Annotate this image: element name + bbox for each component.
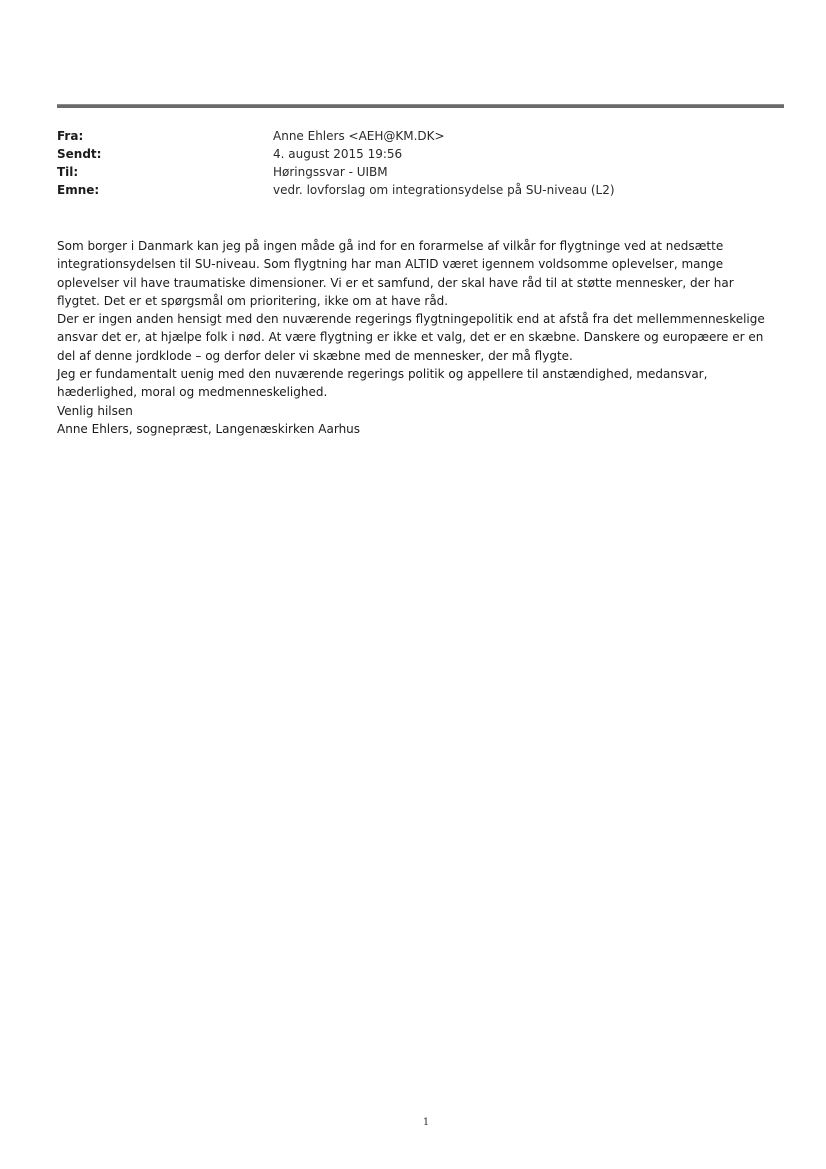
email-body bbox=[57, 237, 787, 438]
subject-label: Emne: bbox=[57, 183, 100, 197]
to-row bbox=[57, 163, 787, 181]
page-number: 1 bbox=[422, 1117, 430, 1128]
body-paragraph-1: Som borger i Danmark kan jeg på ingen måde gå ind for en forarmelse af vilkår for flygtninge ved at nedsætte integrationsydelsen til SU-niveau. Som flygtning har man ALTID været igennem voldsomme oplevelser, mange oplevelser vil have traumatiske dimensioner. Vi er et samfund, der skal have råd til at støtte mennesker, der har flygtet. Det er et spørgsmål om prioritering, ikke om at have råd. bbox=[57, 239, 734, 308]
to-value: Høringssvar - UIBM bbox=[273, 165, 388, 179]
body-paragraph-2: Der er ingen anden hensigt med den nuværende regerings flygtningepolitik end at afstå fra det mellemmenneskelige ansvar det er, at hjælpe folk i nød. At være flygtning er ikke et valg, det er en skæbne. Danskere og europæere er en del af denne jordklode – og derfor deler vi skæbne med de mennesker, der må flygte. bbox=[57, 312, 765, 363]
header-divider bbox=[57, 104, 784, 108]
body-paragraph-3: Jeg er fundamentalt uenig med den nuværende regerings politik og appellere til anstændighed, medansvar, hæderlighed, moral og medmenneskelighed. bbox=[57, 367, 708, 400]
from-value: Anne Ehlers <AEH@KM.DK> bbox=[273, 129, 445, 143]
from-row bbox=[57, 127, 787, 145]
sent-value: 4. august 2015 19:56 bbox=[273, 147, 403, 161]
sent-label: Sendt: bbox=[57, 147, 102, 161]
subject-value: vedr. lovforslag om integrationsydelse på SU-niveau (L2) bbox=[273, 183, 615, 197]
sent-row bbox=[57, 145, 787, 163]
subject-row bbox=[57, 181, 787, 199]
from-label: Fra: bbox=[57, 129, 84, 143]
closing-text: Venlig hilsen bbox=[57, 403, 133, 418]
email-header bbox=[57, 127, 787, 199]
signature-text: Anne Ehlers, sognepræst, Langenæskirken Aarhus bbox=[57, 421, 361, 436]
to-label: Til: bbox=[57, 165, 79, 179]
